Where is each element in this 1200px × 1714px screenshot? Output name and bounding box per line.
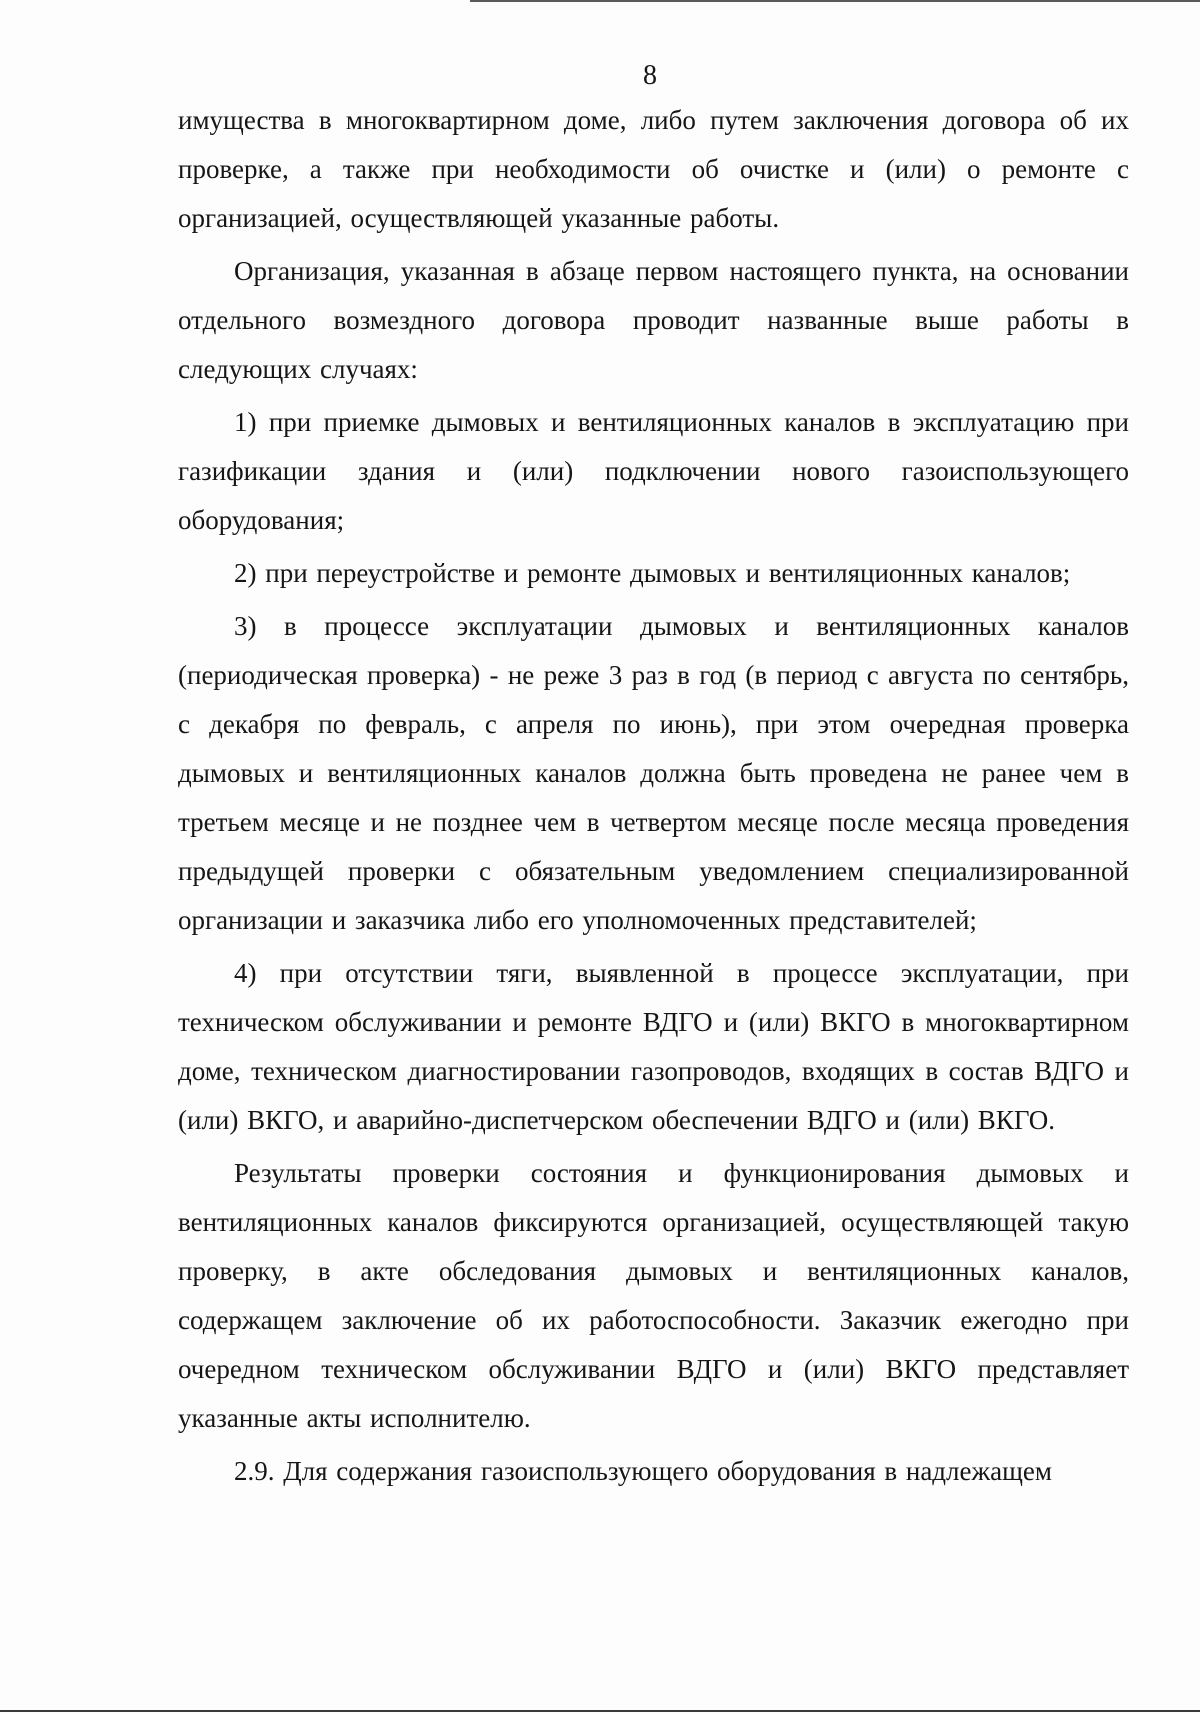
list-item-2: 2) при переустройстве и ремонте дымовых и вентиляционных каналов; [234,558,1071,588]
list-item-3: 3) в процессе эксплуатации дымовых и вентиляционных каналов (периодическая проверка) - не реже 3 раз в год (в период с августа по сентябрь, с декабря по февраль, с апреля по июнь), при этом очередная проверка дымовых и вентиляционных каналов должна быть проведена не ранее чем в третьем месяце и не позднее чем в четвертом месяце после месяца проведения предыдущей проверки с обязательным уведомлением специализированной организации и заказчика либо его уполномоченных представителей; [178,611,1129,935]
list-item-4: 4) при отсутствии тяги, выявленной в процессе эксплуатации, при техническом обслуживании и ремонте ВДГО и (или) ВКГО в многоквартирном доме, техническом диагностировании газопроводов, входящих в состав ВДГО и (или) ВКГО, и аварийно-диспетчерском обеспечении ВДГО и (или) ВКГО. [178,958,1129,1135]
paragraph-results: Результаты проверки состояния и функционирования дымовых и вентиляционных каналов фиксируются организацией, осуществляющей такую проверку, в акте обследования дымовых и вентиляционных каналов, содержащем заключение об их работоспособности. Заказчик ежегодно при очередном техническом обслуживании ВДГО и (или) ВКГО представляет указанные акты исполнителю. [178,1158,1129,1433]
paragraph-organization: Организация, указанная в абзаце первом настоящего пункта, на основании отдельного возмездного договора проводит названные выше работы в следующих случаях: [178,256,1129,384]
scan-edge-bottom [0,1710,1200,1712]
section-2-9: 2.9. Для содержания газоиспользующего оборудования в надлежащем [234,1456,1053,1486]
document-body [178,96,1129,1500]
list-item-1: 1) при приемке дымовых и вентиляционных каналов в эксплуатацию при газификации здания и (или) подключении нового газоиспользующего оборудования; [178,407,1129,535]
scan-edge-top [470,0,1200,2]
paragraph-continuation: имущества в многоквартирном доме, либо путем заключения договора об их проверке, а также при необходимости об очистке и (или) о ремонте с организацией, осуществляющей указанные работы. [178,105,1129,233]
page-number: 8 [643,60,657,91]
